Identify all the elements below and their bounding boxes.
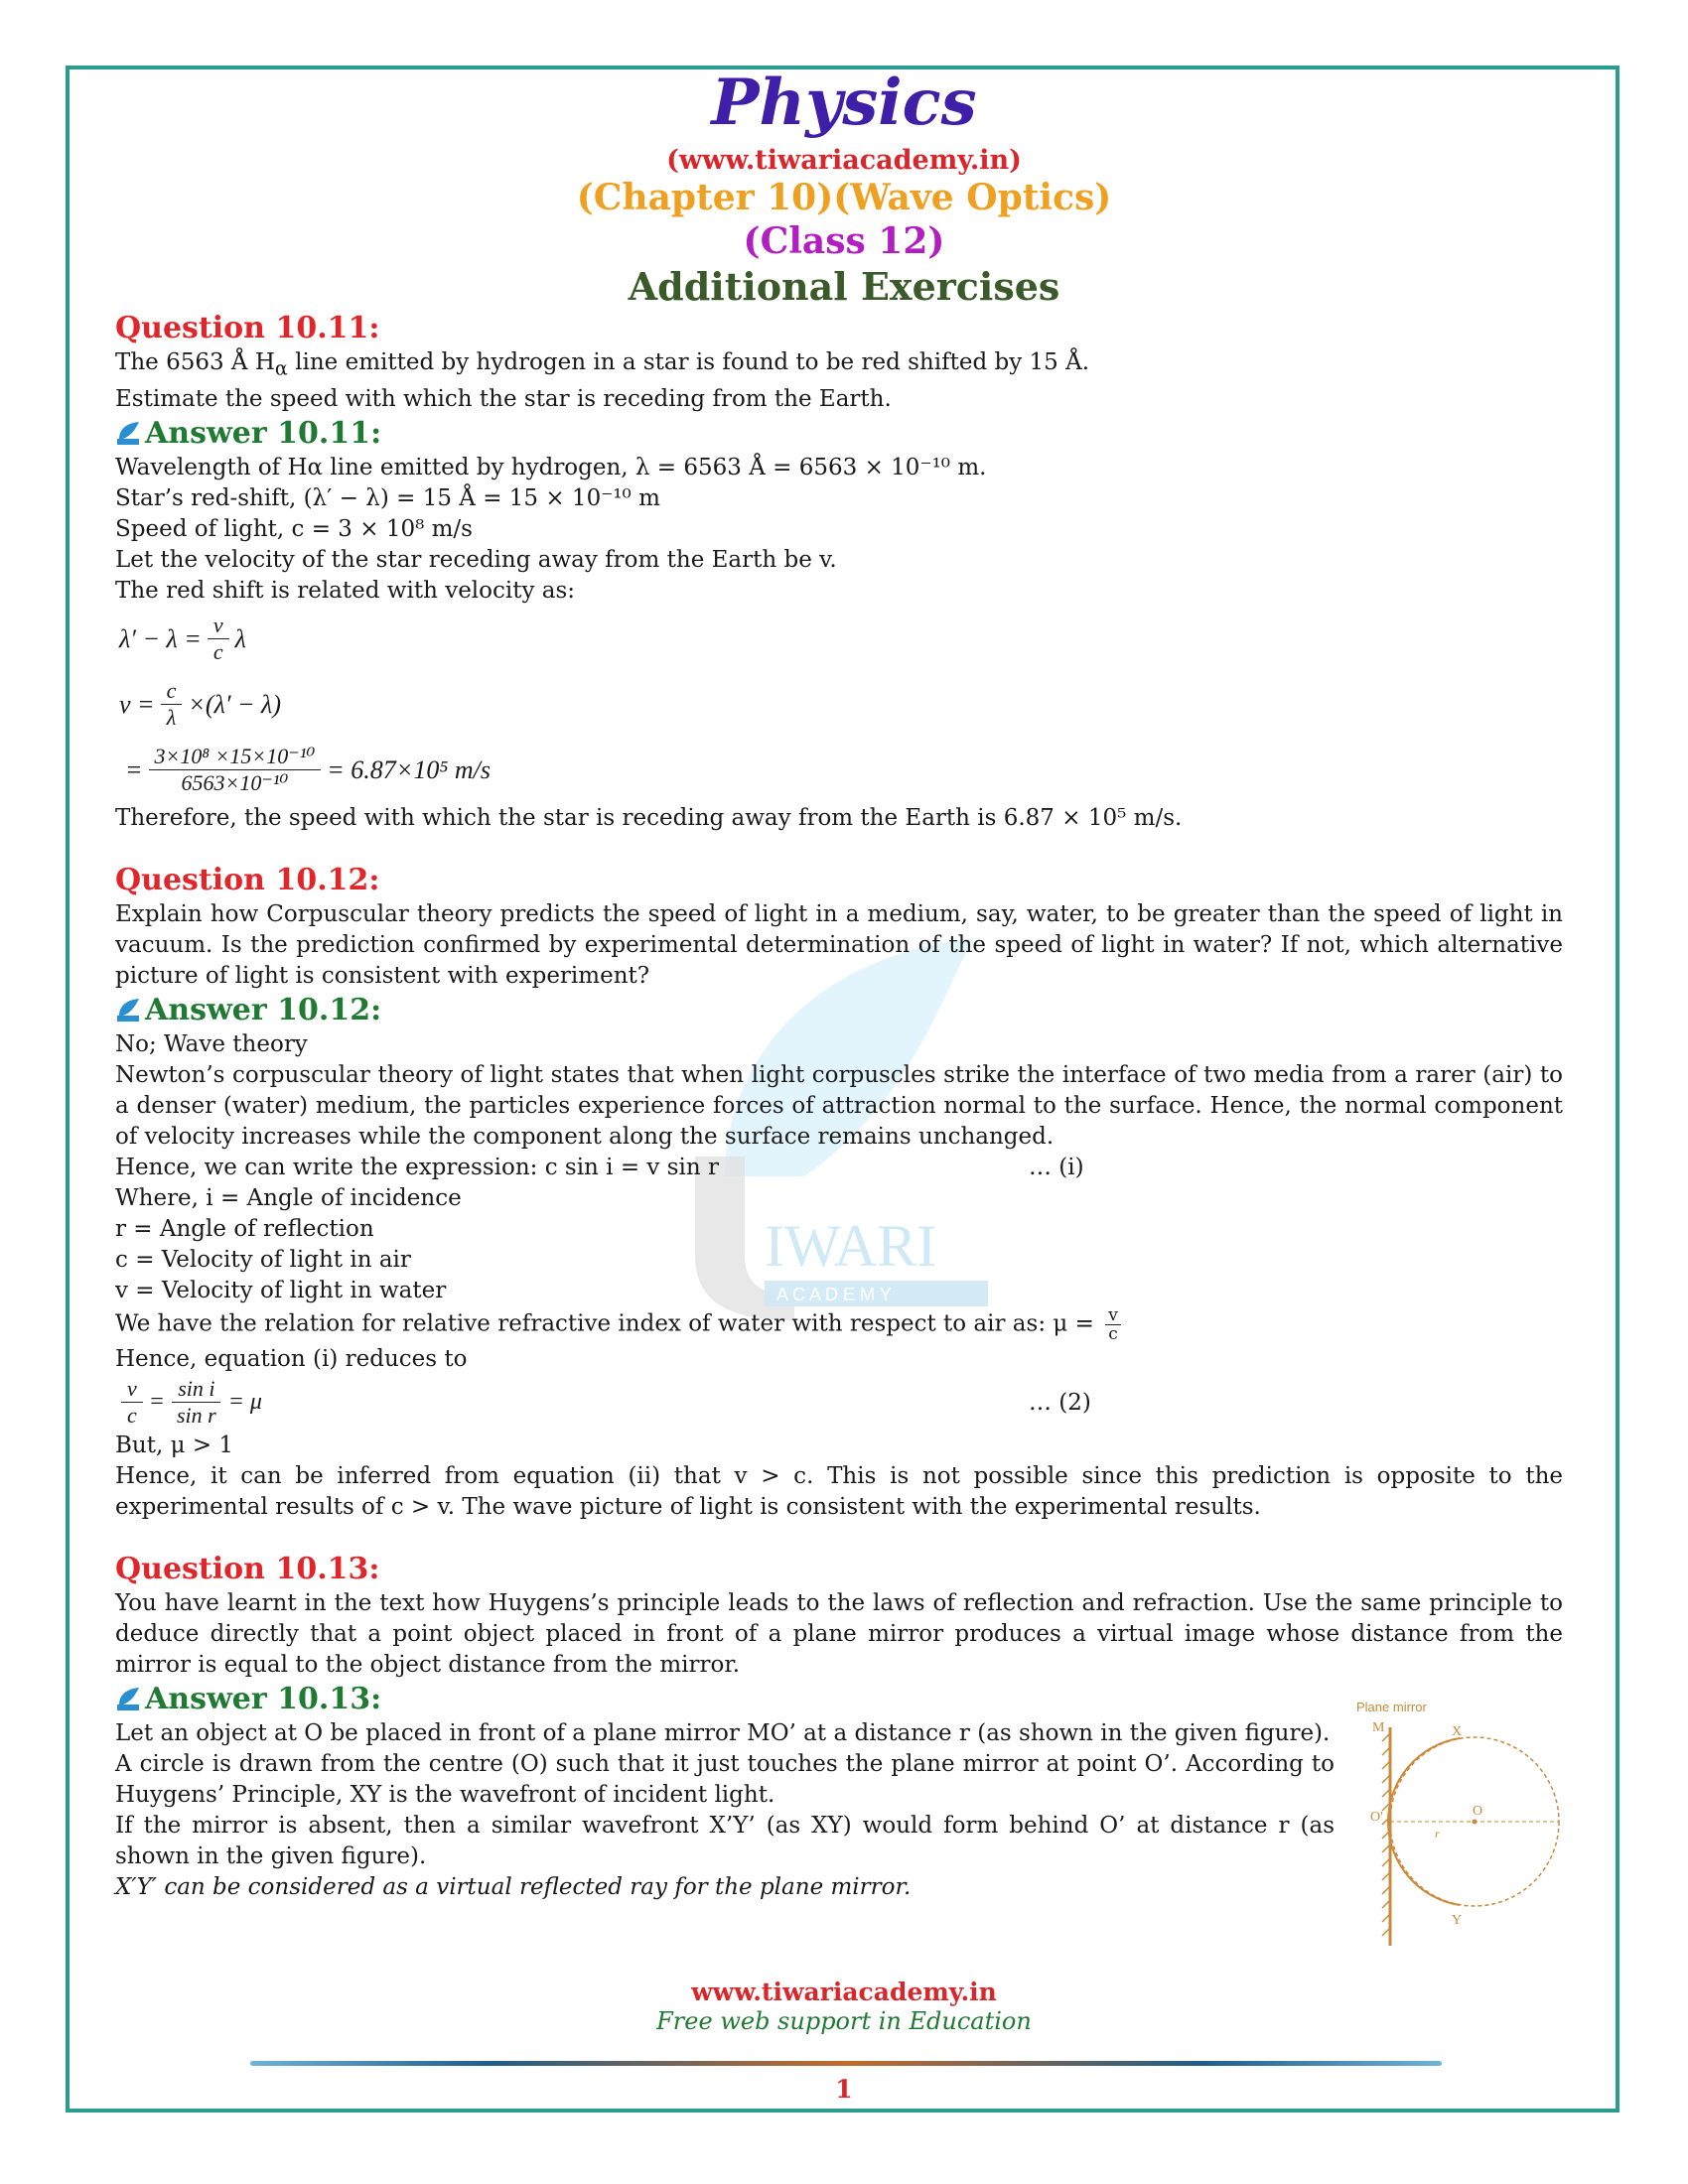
tiwari-logo-icon (115, 421, 141, 447)
figure-caption: Plane mirror (1356, 1700, 1427, 1714)
plane-mirror-figure (1350, 1698, 1579, 1951)
answer-10-13-title: Answer 10.13: (115, 1681, 1563, 1718)
label-o: O (1473, 1804, 1483, 1819)
question-10-11-line2: Estimate the speed with which the star is receding from the Earth. (115, 385, 892, 412)
velocity-formula: v = $\frac{c}{\lambda}$ ×(λ′ − λ) (119, 678, 281, 731)
label-m: M (1372, 1720, 1385, 1735)
answer-10-12-final: Hence, it can be inferred from equation (ii) that v > c. This is not possible since this prediction is opposite to the experimental results of c > v. The wave picture of light is consistent with the experimental results. (115, 1462, 1563, 1520)
page-title: Physics (711, 66, 977, 140)
question-10-13-body: You have learnt in the text how Huygens’s principle leads to the laws of reflection and refraction. Use the same principle to deduce directly that a point object placed in front of a plane mirror produces a virtual image whose distance from the mirror is equal to the object distance from the mirror. (115, 1589, 1563, 1678)
question-10-13-title: Question 10.13: (115, 1551, 380, 1586)
answer-10-11-conclusion: Therefore, the speed with which the star is receding away from the Earth is 6.87 × 10⁵ m/s. (115, 804, 1183, 831)
footer-website-link[interactable]: www.tiwariacademy.in (691, 1978, 997, 2006)
definition-i: Where, i = Angle of incidence (115, 1184, 462, 1211)
reduces-line: Hence, equation (i) reduces to (115, 1345, 468, 1372)
question-10-11-line1: The 6563 Å $H_\alpha$ line emitted by hydrogen in a star is found to be red shifted by 15 Å. (115, 349, 1090, 380)
fraction-v-c: $\frac{v}{c}$ (121, 1376, 143, 1429)
answer-10-11-line1: Wavelength of Hα line emitted by hydrogen, λ = 6563 Å = 6563 × 10⁻¹⁰ m. (115, 454, 987, 480)
definition-v: v = Velocity of light in water (115, 1277, 447, 1303)
footer-divider (250, 2061, 1442, 2066)
label-y: Y (1452, 1913, 1463, 1928)
answer-10-13-line2: A circle is drawn from the centre (O) such that it just touches the plane mirror at point O’. According to Huygens’ Principle, XY is the wavefront of incident light. (115, 1750, 1335, 1808)
answer-10-11-title: Answer 10.11: (115, 415, 1563, 453)
label-r: r (1435, 1827, 1440, 1841)
tiwari-logo-icon (115, 1687, 141, 1712)
velocity-calculation: = $\frac{\text{3×10⁸ ×15×10⁻¹⁰}}{\text{6563×10⁻¹⁰}}$ = 6.87×10⁵ m/s (125, 744, 492, 796)
label-o-prime: O' (1370, 1810, 1383, 1825)
page-number: 1 (835, 2075, 853, 2104)
equation-2: $\frac{v}{c}$ = $\frac{\text{sin i}}{\text{sin r}}$ = μ … (2) (115, 1375, 1563, 1431)
answer-10-11-line2: Star’s red-shift, (λ′ − λ) = 15 Å = 15 × 10⁻¹⁰ m (115, 484, 660, 511)
fraction-v-over-c: $\frac{v}{c}$ (208, 613, 229, 665)
fraction-c-over-lambda: $\frac{c}{\lambda}$ (161, 678, 183, 731)
main-content (115, 310, 1563, 1903)
answer-10-12-title: Answer 10.12: (115, 992, 1563, 1029)
answer-10-12-expression: Hence, we can write the expression: c sin i = v sin r … (i) (115, 1154, 1084, 1180)
class-heading: (Class 12) (743, 220, 945, 262)
fraction-sin-i-sin-r: $\frac{\text{sin i}}{\text{sin r}}$ (171, 1376, 222, 1429)
answer-10-11-line4: Let the velocity of the star receding away from the Earth be v. (115, 546, 837, 573)
answer-10-12-line2: Newton’s corpuscular theory of light states that when light corpuscles strike the interface of two media from a rarer (air) to a denser (water) medium, the particles experience forces of attraction normal to the surface. Hence, the normal component of velocity increases while the component along the surface remains unchanged. (115, 1061, 1563, 1150)
header-website: (www.tiwariacademy.in) (666, 145, 1022, 176)
definition-c: c = Velocity of light in air (115, 1246, 411, 1273)
fraction-v-over-c-small: $\frac{v}{c}$ (1105, 1306, 1121, 1343)
tiwari-logo-icon (115, 998, 141, 1024)
answer-10-11-line5: The red shift is related with velocity as: (115, 577, 576, 604)
mu-condition: But, μ > 1 (115, 1432, 234, 1458)
watermark-subtext: A C A D E M Y (776, 1285, 892, 1304)
question-10-11-title: Question 10.11: (115, 311, 380, 345)
refractive-index-relation: We have the relation for relative refractive index of water with respect to air as: μ = $\frac{v}{c}$ (115, 1306, 1563, 1344)
watermark-text: IWARI (765, 1213, 937, 1279)
answer-10-13-line3: If the mirror is absent, then a similar wavefront X’Y’ (as XY) would form behind O’ at distance r (as shown in the given figure). (115, 1812, 1335, 1869)
answer-10-13-line1: Let an object at O be placed in front of a plane mirror MO’ at a distance r (as shown in the given figure). (115, 1719, 1331, 1746)
redshift-formula: λ′ − λ = $\frac{v}{c}$ λ (119, 613, 246, 665)
chapter-heading: (Chapter 10)(Wave Optics) (576, 177, 1112, 218)
question-10-12-title: Question 10.12: (115, 862, 380, 897)
definition-r: r = Angle of reflection (115, 1215, 374, 1242)
answer-10-11-line3: Speed of light, c = 3 × 10⁸ m/s (115, 515, 473, 542)
footer-tagline: Free web support in Education (656, 2007, 1032, 2035)
section-heading: Additional Exercises (628, 264, 1060, 309)
answer-10-13-line4: X′Y′ can be considered as a virtual reflected ray for the plane mirror. (115, 1873, 912, 1900)
label-x: X (1452, 1724, 1463, 1739)
fraction-calculation: $\frac{\text{3×10⁸ ×15×10⁻¹⁰}}{\text{6563×10⁻¹⁰}}$ (149, 744, 322, 796)
question-10-12-body: Explain how Corpuscular theory predicts the speed of light in a medium, say, water, to be greater than the speed of light in vacuum. Is the prediction confirmed by experimental determination of the speed of light in water? If not, which alternative picture of light is consistent with experiment? (115, 900, 1563, 989)
answer-10-12-line1: No; Wave theory (115, 1030, 308, 1057)
